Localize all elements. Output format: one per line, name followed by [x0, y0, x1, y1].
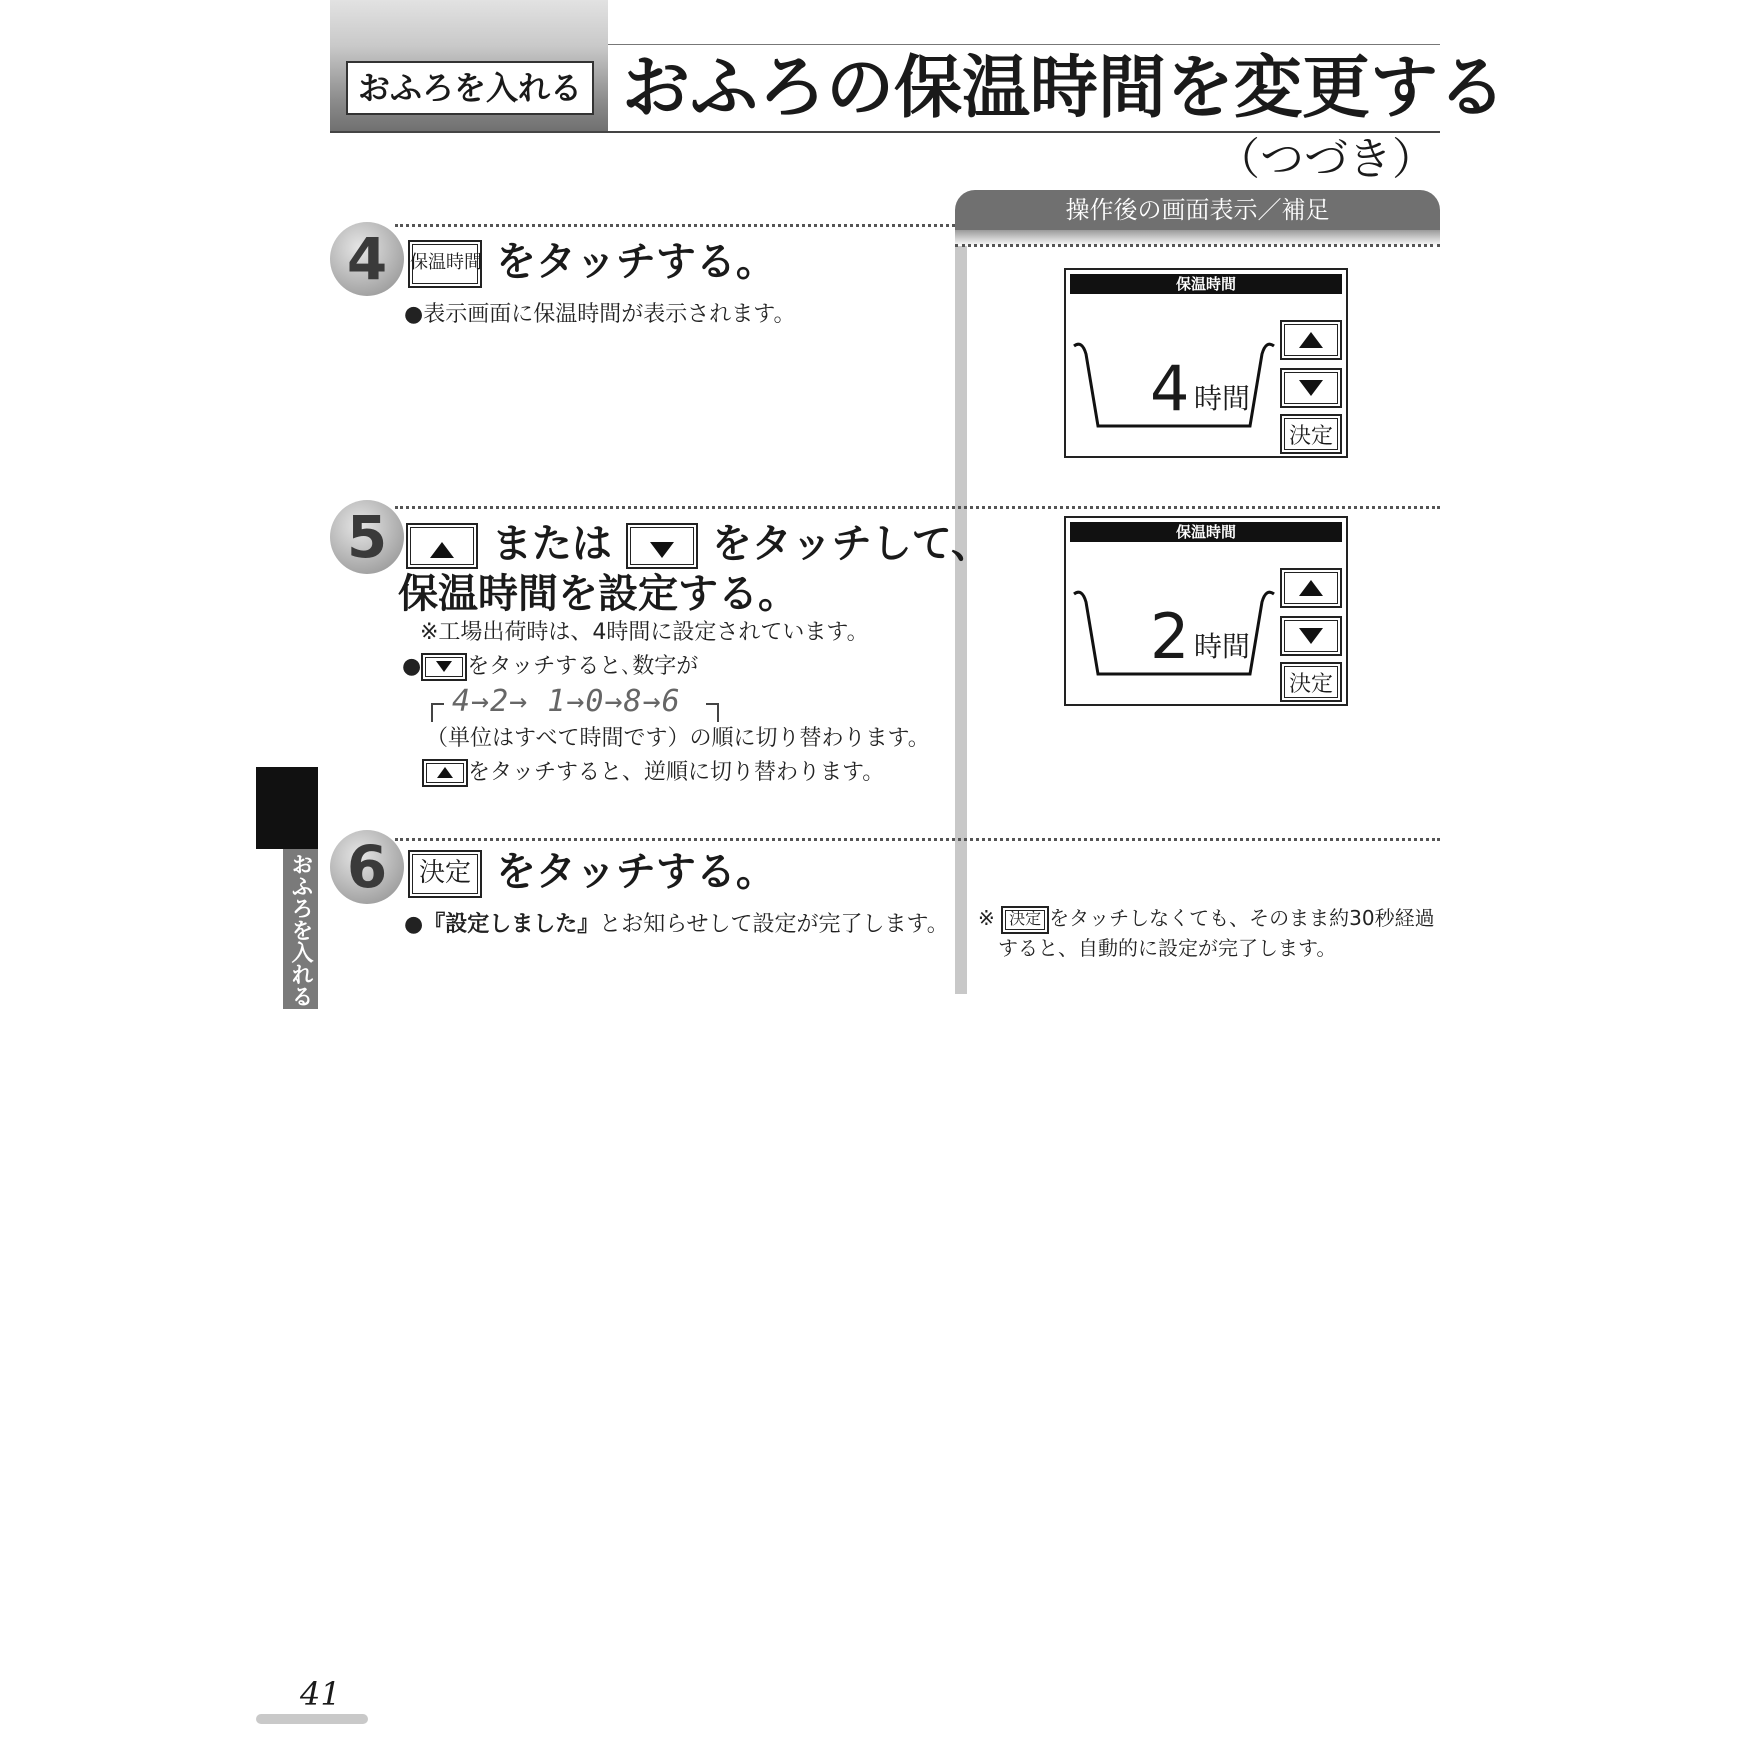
step-5-title-line1 — [406, 518, 991, 570]
step-4-title — [408, 236, 776, 288]
step-5-title-touch: をタッチして、 — [711, 521, 992, 567]
supplement-note — [978, 904, 1435, 934]
page-number: 41 — [300, 1675, 341, 1713]
note-mark: ※ — [978, 906, 995, 930]
screen-preview-2h — [1064, 516, 1348, 706]
step-6-note-text: とお知らせして設定が完了します。 — [599, 912, 949, 937]
header-rule-top — [608, 44, 1440, 45]
up-key-icon — [422, 759, 468, 787]
keep-warm-key-icon: 保温時間 — [408, 240, 482, 288]
up-key-note-text: をタッチすると、逆順に切り替わります。 — [468, 760, 885, 785]
down-key-note — [402, 652, 698, 682]
down-key-icon — [421, 653, 467, 681]
confirm-button[interactable]: 決定 — [1280, 414, 1342, 454]
screen-title: 保温時間 — [1070, 522, 1342, 542]
factory-default-note: ※工場出荷時は、4時間に設定されています。 — [420, 620, 869, 645]
supplement-line1: をタッチしなくても、そのまま約30秒経過 — [1049, 906, 1435, 930]
column-divider — [955, 246, 967, 994]
step-5-title-line2: 保温時間を設定する。 — [398, 571, 798, 617]
down-arrow-icon — [436, 661, 452, 672]
hours-sequence: 4→2→ 1→0→8→6 — [452, 684, 681, 719]
step-number: 6 — [330, 830, 404, 904]
step-number: 5 — [330, 500, 404, 574]
screen-preview-4h — [1064, 268, 1348, 458]
step-6-title — [408, 846, 776, 898]
down-arrow-icon — [1299, 380, 1323, 396]
screen-title: 保温時間 — [1070, 274, 1342, 294]
screen-hours-unit: 時間 — [1194, 630, 1251, 663]
header-rule-bottom — [330, 131, 1440, 133]
up-arrow-icon — [1299, 332, 1323, 348]
up-arrow-icon — [430, 542, 454, 558]
up-key-icon — [406, 523, 478, 569]
section-label: おふろを入れる — [346, 61, 594, 115]
step-separator — [955, 244, 1440, 247]
up-arrow-icon — [1299, 580, 1323, 596]
down-key-note-text: をタッチすると､数字が — [467, 654, 699, 679]
screen-hours-value: 2 — [1150, 600, 1190, 673]
sidebar-section-label: おふろを入れる — [283, 849, 318, 1009]
bullet: ● — [402, 654, 422, 679]
up-button[interactable] — [1280, 320, 1342, 360]
down-arrow-icon — [1299, 628, 1323, 644]
down-button[interactable] — [1280, 616, 1342, 656]
screen-hours-value: 4 — [1150, 352, 1190, 425]
sidebar-marker — [256, 767, 318, 849]
up-key-note — [422, 758, 884, 788]
step-separator — [395, 224, 955, 227]
step-4-note: ●表示画面に保温時間が表示されます。 — [404, 302, 796, 327]
up-arrow-icon — [437, 767, 453, 778]
confirm-key-icon: 決定 — [408, 850, 482, 898]
page-number-bar — [256, 1714, 368, 1724]
confirm-button[interactable]: 決定 — [1280, 662, 1342, 702]
step-6-title-text: をタッチする。 — [495, 849, 776, 895]
down-button[interactable] — [1280, 368, 1342, 408]
down-key-icon — [626, 523, 698, 569]
result-panel-heading: 操作後の画面表示／補足 — [955, 190, 1440, 230]
announcement-text: 『設定しました』 — [423, 912, 600, 937]
step-5-title-or: または — [491, 521, 612, 567]
step-6-note — [404, 910, 949, 940]
confirm-key-icon: 決定 — [1001, 906, 1049, 934]
continued-label: （つづき） — [1216, 134, 1436, 185]
step-separator — [395, 838, 1440, 841]
up-button[interactable] — [1280, 568, 1342, 608]
step-number: 4 — [330, 222, 404, 296]
step-4-title-text: をタッチする。 — [495, 239, 776, 285]
step-separator — [395, 506, 1440, 509]
supplement-line2: すると、自動的に設定が完了します。 — [998, 936, 1337, 960]
bullet: ● — [404, 912, 424, 937]
screen-hours-unit: 時間 — [1194, 382, 1251, 415]
unit-note: （単位はすべて時間です）の順に切り替わります。 — [426, 726, 930, 751]
page-title: おふろの保温時間を変更する — [622, 49, 1507, 128]
down-arrow-icon — [650, 542, 674, 558]
